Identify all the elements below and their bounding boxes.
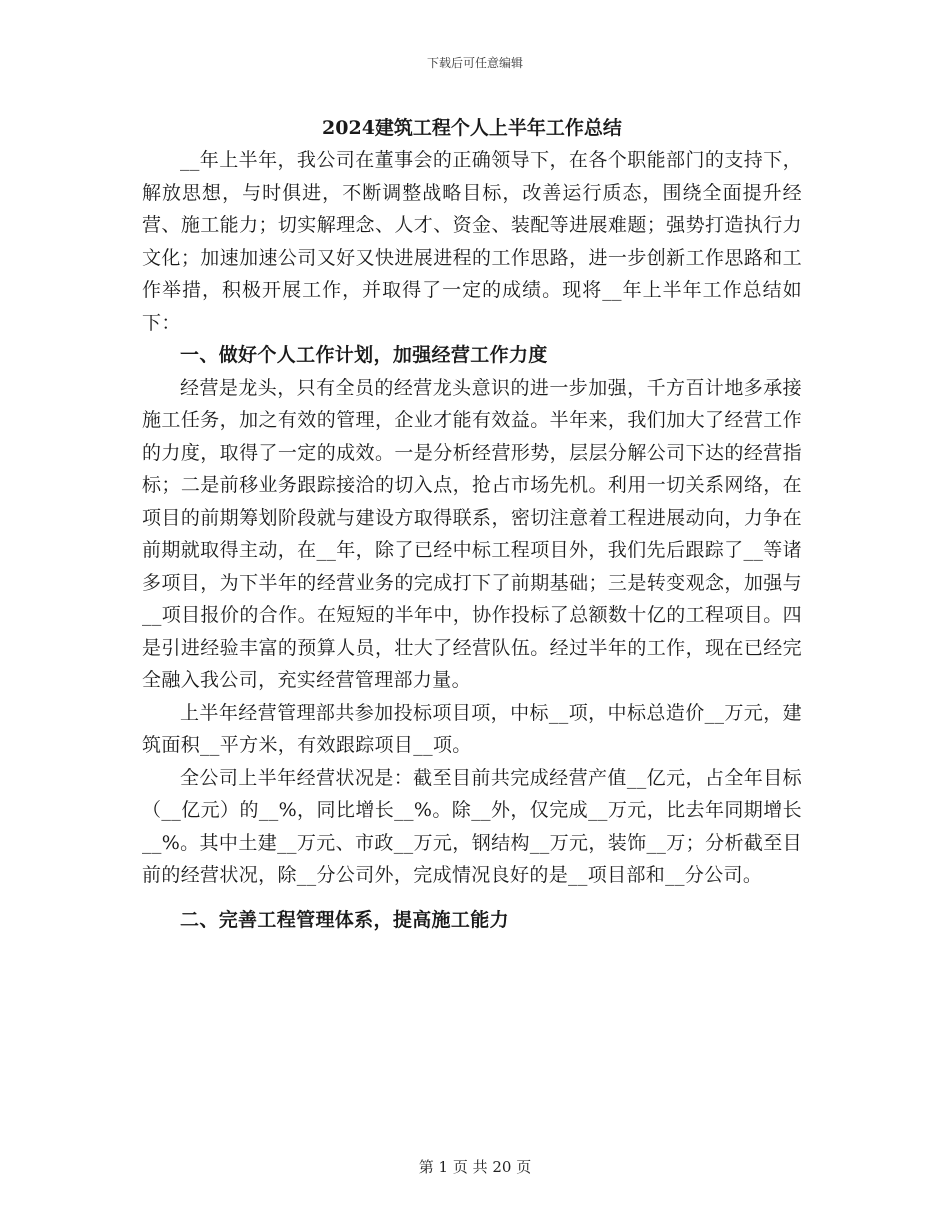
- header-note: 下载后可任意编辑: [426, 56, 523, 70]
- section-1-paragraph-3: 全公司上半年经营状况是：截至目前共完成经营产值__亿元，占全年目标（__亿元）的__%，同比增长__%。除__外，仅完成__万元，比去年同期增长__%。其中土建__万元、市政__万元，钢结构__万元，装饰__万；分析截至目前的经营状况，除__分公司外，完成情况良好的是__项目部和__分公司。: [142, 766, 802, 886]
- document-body: [142, 112, 802, 936]
- section-1-paragraph-2: 上半年经营管理部共参加投标项目项，中标__项，中标总造价__万元，建筑面积__平方米，有效跟踪项目__项。: [142, 701, 802, 756]
- section-2-heading: 二、完善工程管理体系，提高施工能力: [180, 908, 509, 931]
- section-1-paragraph-1: 经营是龙头，只有全员的经营龙头意识的进一步加强，千方百计地多承接施工任务，加之有效的管理，企业才能有效益。半年来，我们加大了经营工作的力度，取得了一定的成效。一是分析经营形势，层层分解公司下达的经营指标；二是前移业务跟踪接洽的切入点，抢占市场先机。利用一切关系网络，在项目的前期筹划阶段就与建设方取得联系，密切注意着工程进展动向，力争在前期就取得主动，在__年，除了已经中标工程项目外，我们先后跟踪了__等诸多项目，为下半年的经营业务的完成打下了前期基础；三是转变观念，加强与__项目报价的合作。在短短的半年中，协作投标了总额数十亿的工程项目。四是引进经验丰富的预算人员，壮大了经营队伍。经过半年的工作，现在已经完全融入我公司，充实经营管理部力量。: [142, 376, 802, 691]
- document-title: 2024建筑工程个人上半年工作总结: [322, 117, 622, 139]
- page-footer: 第 1 页 共 20 页: [418, 1158, 532, 1176]
- section-1-heading: 一、做好个人工作计划，加强经营工作力度: [180, 344, 548, 366]
- intro-paragraph: __年上半年，我公司在董事会的正确领导下，在各个职能部门的支持下，解放思想，与时俱进，不断调整战略目标，改善运行质态，围绕全面提升经营、施工能力；切实解理念、人才、资金、装配等进展难题；强势打造执行力文化；加速加速公司又好又快进展进程的工作思路，进一步创新工作思路和工作举措，积极开展工作，并取得了一定的成绩。现将__年上半年工作总结如下：: [142, 149, 802, 334]
